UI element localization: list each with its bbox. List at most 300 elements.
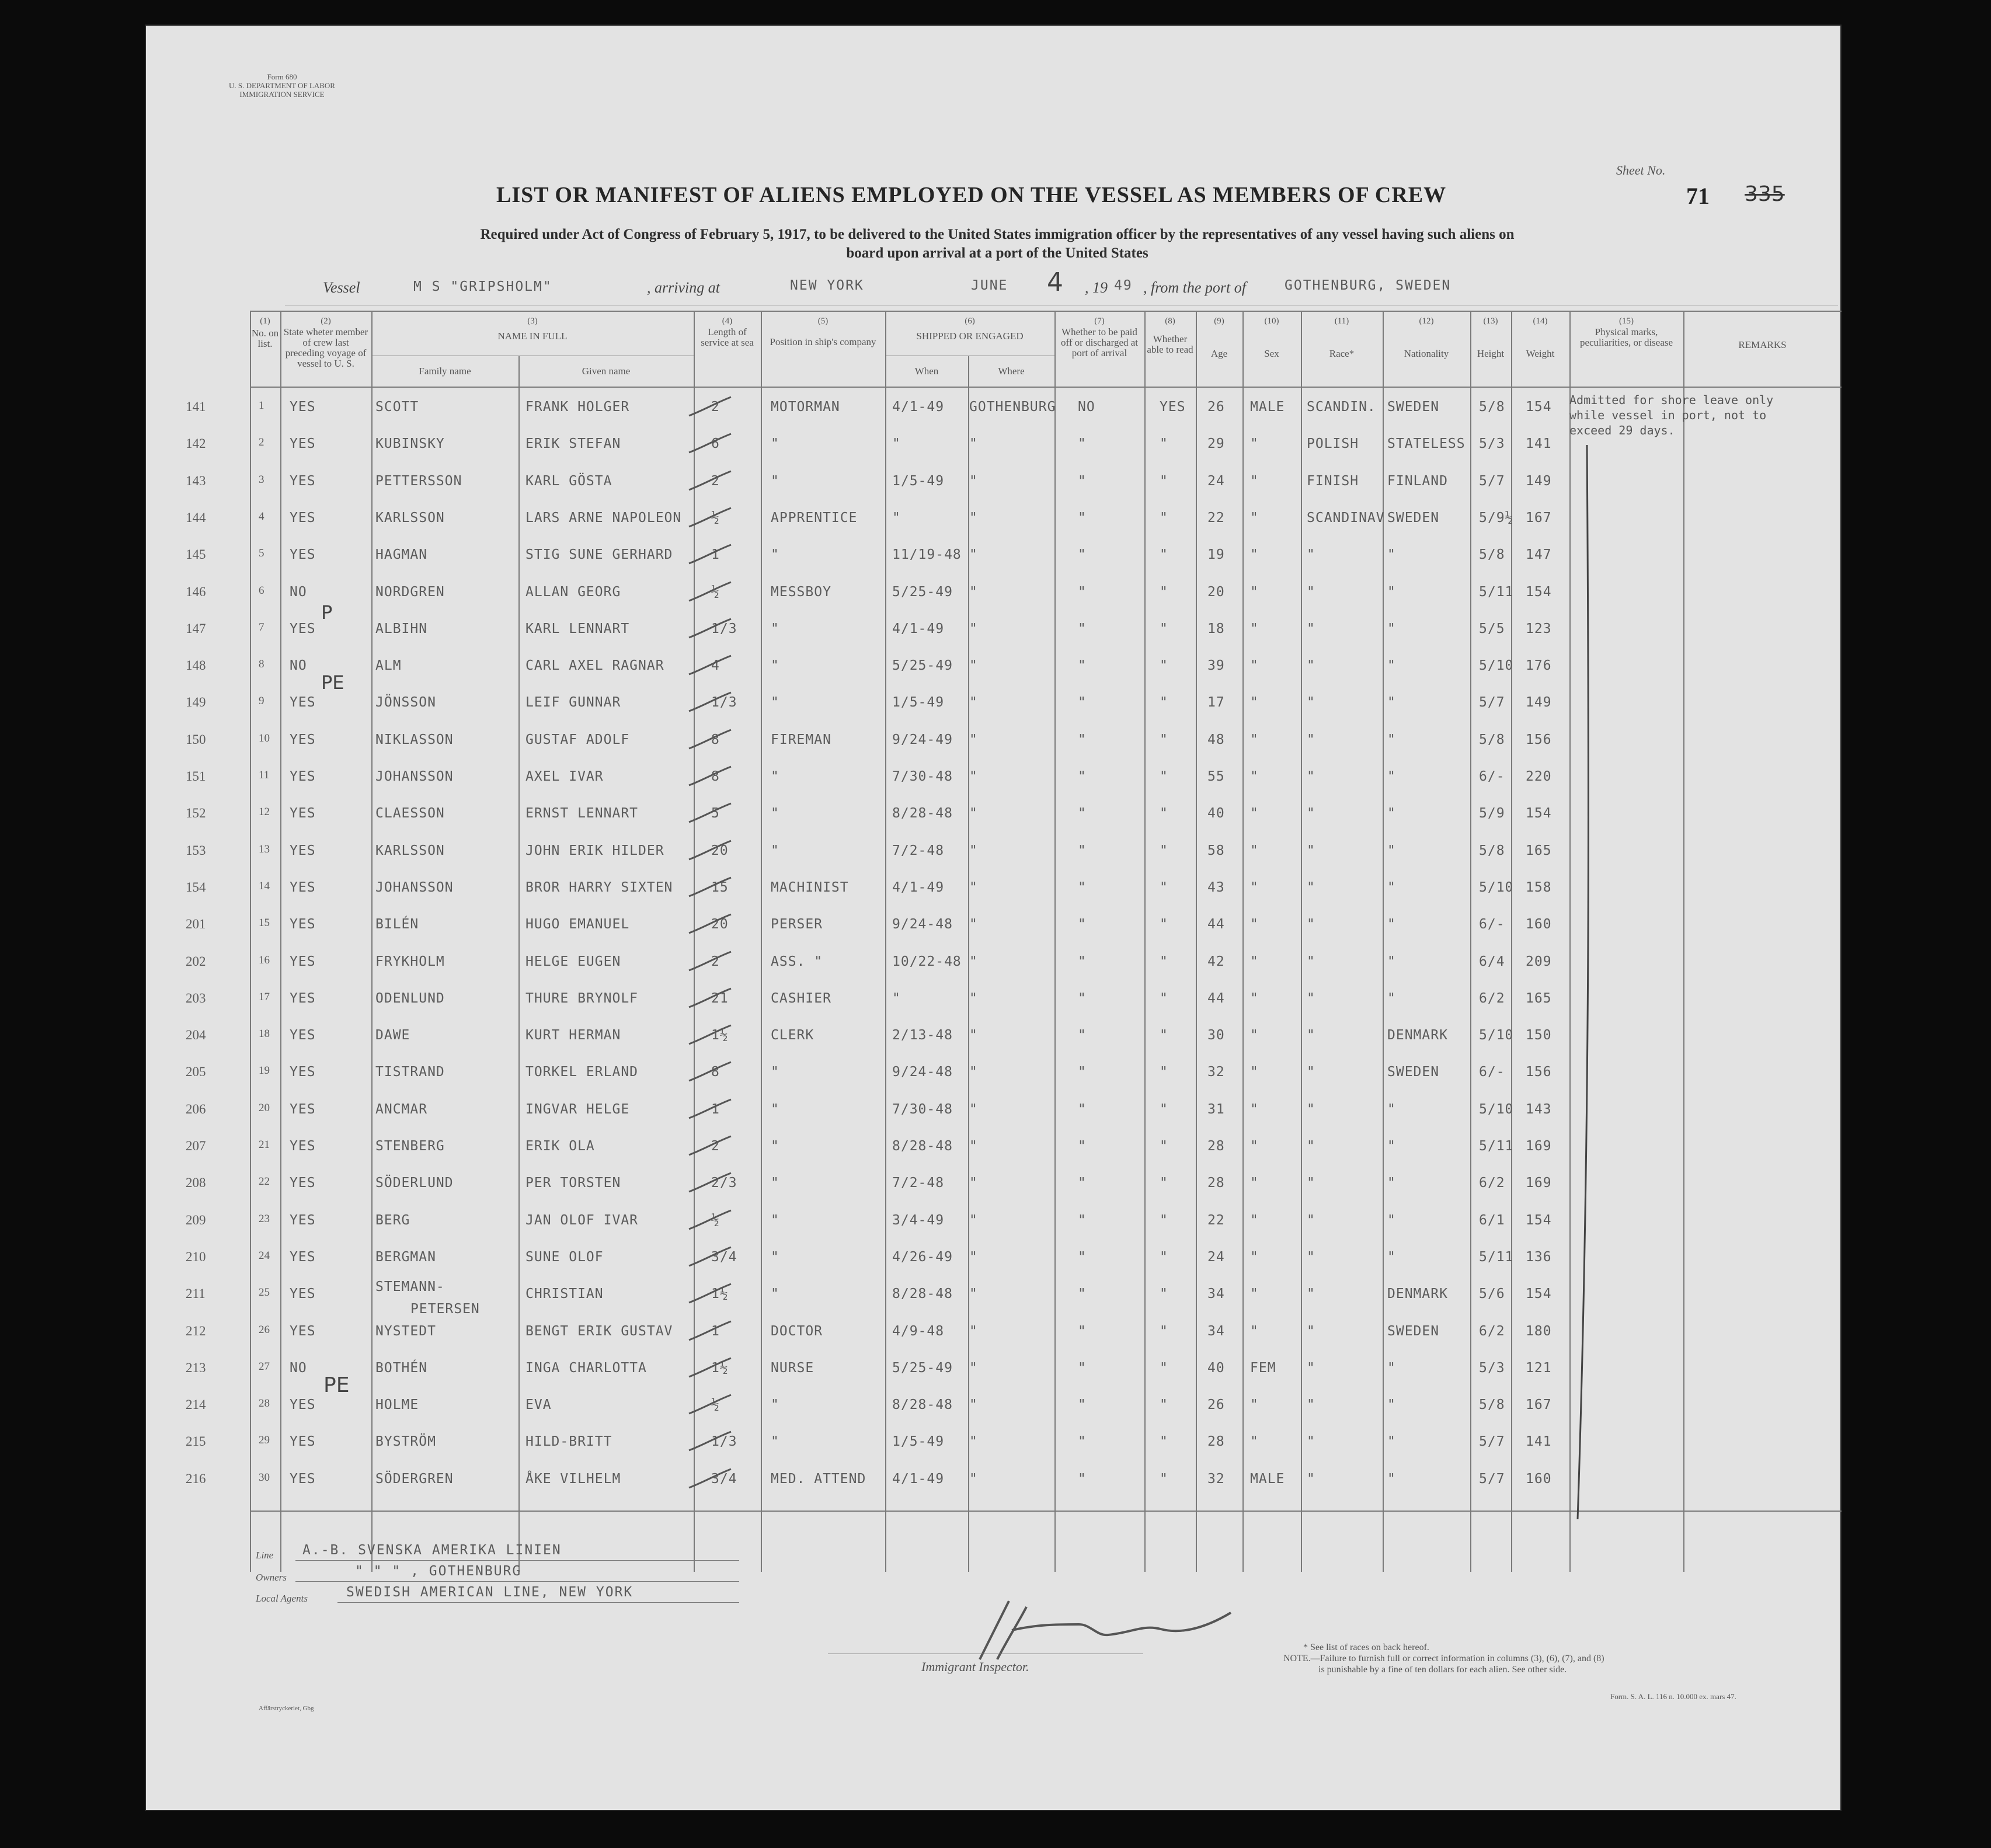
row-age: 18 [1207, 621, 1225, 636]
row-position: " [771, 658, 779, 674]
row-shipped-when: 7/2-48 [892, 1175, 945, 1191]
row-given-name: AXEL IVAR [525, 769, 604, 784]
row-paid-off: " [1078, 1249, 1087, 1265]
row-shipped-where: " [969, 1139, 978, 1154]
row-able-to-read: " [1160, 658, 1168, 674]
row-sex: " [1250, 806, 1259, 822]
row-family-name: FRYKHOLM [375, 953, 445, 969]
row-nationality: " [1387, 547, 1396, 563]
row-nationality: " [1387, 584, 1396, 600]
row-shipped-where: " [969, 584, 978, 600]
row-given-name: LEIF GUNNAR [525, 695, 621, 711]
row-shipped-where: " [969, 1360, 978, 1376]
row-nationality: " [1387, 769, 1396, 784]
inspector-signature [956, 1589, 1260, 1671]
row-shipped-where: " [969, 879, 978, 895]
footnote-note-2: is punishable by a fine of ten dollars for each alien. See other side. [1318, 1665, 1567, 1675]
family-name-header: Family name [419, 366, 471, 377]
col-15-number: (15) [1619, 316, 1634, 326]
row-given-name: ERIK OLA [525, 1139, 595, 1154]
row-nationality: " [1387, 1175, 1396, 1191]
row-nationality: " [1387, 990, 1396, 1006]
row-age: 31 [1207, 1101, 1225, 1117]
col-7-header: Whether to be paid off or discharged at port of arrival [1060, 326, 1139, 359]
row-shipped-when: 4/1-49 [892, 879, 945, 895]
row-weight: 165 [1526, 990, 1552, 1006]
row-previous-voyage: YES [290, 695, 316, 711]
row-age: 17 [1207, 695, 1225, 711]
col-15-header: Physical marks, peculiarities, or disease [1579, 326, 1673, 348]
row-list-number: 11 [259, 769, 270, 781]
row-weight: 141 [1526, 1434, 1552, 1450]
row-race: " [1307, 658, 1315, 674]
row-family-name: KARLSSON [375, 843, 445, 858]
row-age: 32 [1207, 1471, 1225, 1487]
row-family-name-cont: PETERSEN [410, 1301, 480, 1317]
row-able-to-read: " [1160, 769, 1168, 784]
row-list-number: 19 [259, 1064, 270, 1077]
row-list-number: 29 [259, 1434, 270, 1447]
row-nationality: " [1387, 843, 1396, 858]
row-race: SCANDINAV [1307, 510, 1385, 525]
row-length-of-service: 15 [711, 879, 729, 895]
row-nationality: " [1387, 1471, 1396, 1487]
row-weight: 165 [1526, 843, 1552, 858]
col-10-number: (10) [1264, 316, 1279, 326]
row-nationality: SWEDEN [1387, 1064, 1440, 1080]
row-list-number: 28 [259, 1397, 270, 1410]
row-sheet-number: 143 [186, 473, 206, 488]
col-9-number: (9) [1214, 316, 1224, 326]
row-paid-off: " [1078, 510, 1087, 525]
row-length-of-service: 2 [711, 1139, 720, 1154]
row-height: 5/11 [1479, 584, 1514, 600]
col-3-header: NAME IN FULL [497, 330, 568, 342]
arrival-port: NEW YORK [790, 278, 864, 293]
row-sheet-number: 214 [186, 1397, 206, 1412]
row-height: 5/8 [1479, 732, 1505, 747]
row-able-to-read: " [1160, 1175, 1168, 1191]
row-able-to-read: " [1160, 584, 1168, 600]
row-sheet-number: 215 [186, 1434, 206, 1449]
row-able-to-read: " [1160, 1212, 1168, 1228]
row-able-to-read: " [1160, 473, 1168, 489]
row-shipped-when: 9/24-49 [892, 732, 953, 747]
row-age: 22 [1207, 510, 1225, 525]
row-age: 26 [1207, 1397, 1225, 1413]
row-shipped-when: 8/28-48 [892, 1139, 953, 1154]
row-weight: 149 [1526, 473, 1552, 489]
check-mark-icon [687, 1135, 733, 1158]
row-able-to-read: " [1160, 1101, 1168, 1117]
row-shipped-when: 4/9-48 [892, 1323, 945, 1339]
row-able-to-read: " [1160, 1028, 1168, 1043]
row-family-name: BERG [375, 1212, 410, 1228]
row-weight: 150 [1526, 1028, 1552, 1043]
row-height: 5/5 [1479, 621, 1505, 636]
row-length-of-service: 1/3 [711, 695, 737, 711]
row-sex: " [1250, 510, 1259, 525]
row-shipped-where: " [969, 917, 978, 932]
row-list-number: 12 [259, 806, 270, 819]
row-weight: 169 [1526, 1175, 1552, 1191]
row-given-name: INGVAR HELGE [525, 1101, 630, 1117]
row-previous-voyage: YES [290, 1139, 316, 1154]
row-able-to-read: " [1160, 695, 1168, 711]
row-previous-voyage: YES [290, 917, 316, 932]
check-mark-icon [687, 1061, 733, 1084]
row-list-number: 17 [259, 990, 270, 1003]
row-race: " [1307, 1471, 1315, 1487]
row-sex: " [1250, 1139, 1259, 1154]
check-mark-icon [687, 691, 733, 715]
row-height: 5/11 [1479, 1249, 1514, 1265]
row-sex: " [1250, 990, 1259, 1006]
row-shipped-where: " [969, 1028, 978, 1043]
row-race: " [1307, 879, 1315, 895]
row-position: MED. ATTEND [771, 1471, 866, 1487]
row-family-name: SÖDERLUND [375, 1175, 454, 1191]
row-previous-voyage: YES [290, 732, 316, 747]
row-length-of-service: 1 [711, 1323, 720, 1339]
row-length-of-service: 3/4 [711, 1249, 737, 1265]
row-given-name: PER TORSTEN [525, 1175, 621, 1191]
row-height: 5/10 [1479, 1028, 1514, 1043]
row-length-of-service: ½ [711, 584, 720, 600]
row-family-name: STENBERG [375, 1139, 445, 1154]
handwritten-initials: PE [321, 671, 344, 694]
col-9-header: Age [1210, 348, 1228, 359]
check-mark-icon [687, 729, 733, 752]
row-race: " [1307, 1249, 1315, 1265]
row-paid-off: " [1078, 732, 1087, 747]
row-age: 40 [1207, 1360, 1225, 1376]
row-paid-off: " [1078, 1323, 1087, 1339]
row-given-name: LARS ARNE NAPOLEON [525, 510, 682, 525]
row-position: " [771, 1249, 779, 1265]
row-family-name: PETTERSSON [375, 473, 462, 489]
row-able-to-read: " [1160, 806, 1168, 822]
check-mark-icon [687, 544, 733, 567]
row-length-of-service: 8 [711, 732, 720, 747]
check-mark-icon [687, 1246, 733, 1269]
row-given-name: THURE BRYNOLF [525, 990, 639, 1006]
row-previous-voyage: YES [290, 1212, 316, 1228]
row-given-name: INGA CHARLOTTA [525, 1360, 647, 1376]
row-sex: " [1250, 1212, 1259, 1228]
row-height: 6/- [1479, 769, 1505, 784]
row-shipped-when: 1/5-49 [892, 695, 945, 711]
row-race: " [1307, 1360, 1315, 1376]
row-sheet-number: 207 [186, 1139, 206, 1153]
row-able-to-read: " [1160, 547, 1168, 563]
row-position: APPRENTICE [771, 510, 858, 525]
handwritten-initials: PE [323, 1373, 350, 1397]
row-age: 42 [1207, 953, 1225, 969]
row-paid-off: " [1078, 436, 1087, 452]
row-sheet-number: 203 [186, 990, 206, 1005]
row-race: " [1307, 917, 1315, 932]
row-length-of-service: 2/3 [711, 1175, 737, 1191]
row-sex: " [1250, 1397, 1259, 1413]
row-family-name: ALM [375, 658, 402, 674]
row-able-to-read: " [1160, 843, 1168, 858]
row-given-name: BENGT ERIK GUSTAV [525, 1323, 673, 1339]
row-position: " [771, 1286, 779, 1302]
form-number: Form 680 [267, 72, 297, 81]
row-sex: " [1250, 1175, 1259, 1191]
row-list-number: 3 [259, 473, 264, 486]
row-given-name: HELGE EUGEN [525, 953, 621, 969]
manifest-sheet [145, 25, 1842, 1811]
row-position: " [771, 1139, 779, 1154]
row-sheet-number: 216 [186, 1471, 206, 1486]
row-paid-off: " [1078, 1101, 1087, 1117]
row-paid-off: " [1078, 953, 1087, 969]
row-shipped-where: " [969, 843, 978, 858]
row-paid-off: " [1078, 843, 1087, 858]
row-paid-off: " [1078, 1028, 1087, 1043]
row-race: " [1307, 1175, 1315, 1191]
row-position: ASS. " [771, 953, 823, 969]
row-sheet-number: 148 [186, 658, 206, 673]
row-length-of-service: 21 [711, 990, 729, 1006]
row-able-to-read: " [1160, 510, 1168, 525]
row-height: 5/7 [1479, 1471, 1505, 1487]
row-position: NURSE [771, 1360, 814, 1376]
row-age: 39 [1207, 658, 1225, 674]
row-sheet-number: 142 [186, 436, 206, 451]
row-list-number: 16 [259, 953, 270, 966]
col-1-header: No. on list. [251, 328, 279, 349]
row-weight: 123 [1526, 621, 1552, 636]
row-position: FIREMAN [771, 732, 831, 747]
row-sheet-number: 201 [186, 917, 206, 932]
row-weight: 209 [1526, 953, 1552, 969]
row-weight: 149 [1526, 695, 1552, 711]
year-prefix: , 19 [1085, 279, 1108, 296]
row-height: 5/10 [1479, 658, 1514, 674]
row-shipped-when: 7/2-48 [892, 843, 945, 858]
row-shipped-where: " [969, 436, 978, 452]
row-list-number: 23 [259, 1212, 270, 1225]
footnote [1283, 1642, 1750, 1675]
row-able-to-read: " [1160, 990, 1168, 1006]
col-13-header: Height [1477, 348, 1505, 359]
row-previous-voyage: YES [290, 621, 316, 636]
row-length-of-service: ½ [711, 1397, 720, 1413]
row-length-of-service: 20 [711, 843, 729, 858]
row-position: CLERK [771, 1028, 814, 1043]
row-age: 20 [1207, 584, 1225, 600]
row-able-to-read: YES [1160, 399, 1186, 415]
row-shipped-where: " [969, 1286, 978, 1302]
row-sex: FEM [1250, 1360, 1276, 1376]
row-shipped-where: " [969, 806, 978, 822]
row-family-name: JÖNSSON [375, 695, 436, 711]
row-paid-off: " [1078, 1360, 1087, 1376]
col-2-header: State wheter member of crew last preceding voyage of vessel to U. S. [283, 326, 368, 369]
row-paid-off: " [1078, 990, 1087, 1006]
row-list-number: 18 [259, 1028, 270, 1040]
col-6-number: (6) [965, 316, 975, 326]
row-shipped-when: 2/13-48 [892, 1028, 953, 1043]
row-given-name: CARL AXEL RAGNAR [525, 658, 664, 674]
row-shipped-where: " [969, 547, 978, 563]
row-age: 24 [1207, 1249, 1225, 1265]
row-position: " [771, 1434, 779, 1450]
row-weight: 220 [1526, 769, 1552, 784]
row-family-name: CLAESSON [375, 806, 445, 822]
row-previous-voyage: YES [290, 399, 316, 415]
row-height: 5/7 [1479, 1434, 1505, 1450]
row-height: 5/11 [1479, 1139, 1514, 1154]
row-weight: 154 [1526, 1286, 1552, 1302]
row-age: 44 [1207, 917, 1225, 932]
line-value: A.-B. SVENSKA AMERIKA LINIEN [302, 1543, 562, 1558]
row-given-name: HILD-BRITT [525, 1434, 612, 1450]
sheet-number: 71 [1686, 183, 1710, 209]
row-shipped-when: 5/25-49 [892, 658, 953, 674]
row-weight: 143 [1526, 1101, 1552, 1117]
row-sex: " [1250, 1286, 1259, 1302]
col-14-header: Weight [1526, 348, 1555, 359]
row-given-name: TORKEL ERLAND [525, 1064, 639, 1080]
row-shipped-where: " [969, 473, 978, 489]
row-length-of-service: 1/3 [711, 621, 737, 636]
agents-value: SWEDISH AMERICAN LINE, NEW YORK [346, 1585, 634, 1600]
row-shipped-where: " [969, 1175, 978, 1191]
row-sheet-number: 141 [186, 399, 206, 414]
row-height: 5/6 [1479, 1286, 1505, 1302]
row-sex: " [1250, 917, 1259, 932]
row-nationality: " [1387, 1212, 1396, 1228]
row-race: " [1307, 1028, 1315, 1043]
row-position: MOTORMAN [771, 399, 840, 415]
check-mark-icon [687, 1357, 733, 1380]
row-position: " [771, 1175, 779, 1191]
row-shipped-where: " [969, 1064, 978, 1080]
arrival-year: 49 [1114, 278, 1133, 293]
row-family-name: BERGMAN [375, 1249, 436, 1265]
row-paid-off: " [1078, 547, 1087, 563]
row-height: 6/2 [1479, 1323, 1505, 1339]
given-name-header: Given name [582, 366, 631, 377]
row-able-to-read: " [1160, 436, 1168, 452]
row-given-name: HUGO EMANUEL [525, 917, 630, 932]
row-sheet-number: 212 [186, 1323, 206, 1338]
row-list-number: 22 [259, 1175, 270, 1188]
remarks-line-3: exceed 29 days. [1569, 423, 1675, 437]
row-age: 22 [1207, 1212, 1225, 1228]
printer-mark: Affärstryckeriet, Gbg [259, 1705, 314, 1712]
row-sex: " [1250, 843, 1259, 858]
row-length-of-service: 1 [711, 1101, 720, 1117]
col-1-number: (1) [260, 316, 270, 326]
row-position: " [771, 1064, 779, 1080]
row-sex: " [1250, 1064, 1259, 1080]
row-previous-voyage: YES [290, 1064, 316, 1080]
row-race: " [1307, 621, 1315, 636]
row-given-name: KARL LENNART [525, 621, 630, 636]
row-family-name: ANCMAR [375, 1101, 428, 1117]
col-4-number: (4) [722, 316, 733, 326]
check-mark-icon [687, 507, 733, 530]
row-family-name: JOHANSSON [375, 879, 454, 895]
row-shipped-when: 8/28-48 [892, 806, 953, 822]
check-mark-icon [687, 987, 733, 1011]
row-previous-voyage: YES [290, 1286, 316, 1302]
row-weight: 176 [1526, 658, 1552, 674]
row-family-name: ODENLUND [375, 990, 445, 1006]
arrival-month: JUNE [971, 278, 1008, 293]
row-position: " [771, 436, 779, 452]
row-family-name: NORDGREN [375, 584, 445, 600]
row-height: 6/- [1479, 1064, 1505, 1080]
col-2-number: (2) [321, 316, 331, 326]
row-shipped-when: 4/26-49 [892, 1249, 953, 1265]
row-shipped-where: " [969, 1101, 978, 1117]
row-able-to-read: " [1160, 917, 1168, 932]
row-length-of-service: 2 [711, 399, 720, 415]
row-race: " [1307, 1323, 1315, 1339]
row-previous-voyage: YES [290, 1323, 316, 1339]
row-age: 19 [1207, 547, 1225, 563]
col-11-number: (11) [1334, 316, 1349, 326]
row-shipped-where: " [969, 1249, 978, 1265]
row-length-of-service: 3/4 [711, 1471, 737, 1487]
row-length-of-service: 1½ [711, 1360, 729, 1376]
row-shipped-where: " [969, 732, 978, 747]
check-mark-icon [687, 802, 733, 826]
row-height: 5/8 [1479, 1397, 1505, 1413]
row-family-name: KARLSSON [375, 510, 445, 525]
row-able-to-read: " [1160, 879, 1168, 895]
col-5-number: (5) [817, 316, 829, 326]
row-shipped-where: " [969, 695, 978, 711]
row-height: 5/8 [1479, 547, 1505, 563]
form-code: Form. S. A. L. 116 n. 10.000 ex. mars 47. [1610, 1692, 1736, 1701]
col-14-number: (14) [1533, 316, 1548, 326]
owners-label: Owners [256, 1572, 287, 1583]
row-height: 5/8 [1479, 399, 1505, 415]
row-nationality: " [1387, 1101, 1396, 1117]
row-shipped-where: " [969, 1434, 978, 1450]
row-weight: 154 [1526, 1212, 1552, 1228]
check-mark-icon [687, 913, 733, 937]
remarks-header: REMARKS [1738, 339, 1787, 350]
row-age: 28 [1207, 1139, 1225, 1154]
row-list-number: 30 [259, 1471, 270, 1484]
row-sheet-number: 210 [186, 1249, 206, 1264]
row-given-name: JAN OLOF IVAR [525, 1212, 639, 1228]
row-age: 55 [1207, 769, 1225, 784]
check-mark-icon [687, 876, 733, 900]
row-nationality: " [1387, 1360, 1396, 1376]
row-shipped-where: " [969, 658, 978, 674]
row-age: 30 [1207, 1028, 1225, 1043]
col-11-header: Race* [1329, 348, 1355, 359]
row-list-number: 24 [259, 1249, 270, 1262]
col-6-header: SHIPPED OR ENGAGED [916, 330, 1024, 342]
row-given-name: ÅKE VILHELM [525, 1471, 621, 1487]
row-sheet-number: 149 [186, 695, 206, 710]
row-length-of-service: 1½ [711, 1286, 729, 1302]
row-height: 6/1 [1479, 1212, 1505, 1228]
col-10-header: Sex [1264, 348, 1279, 359]
row-height: 5/7 [1479, 695, 1505, 711]
row-list-number: 20 [259, 1101, 270, 1114]
